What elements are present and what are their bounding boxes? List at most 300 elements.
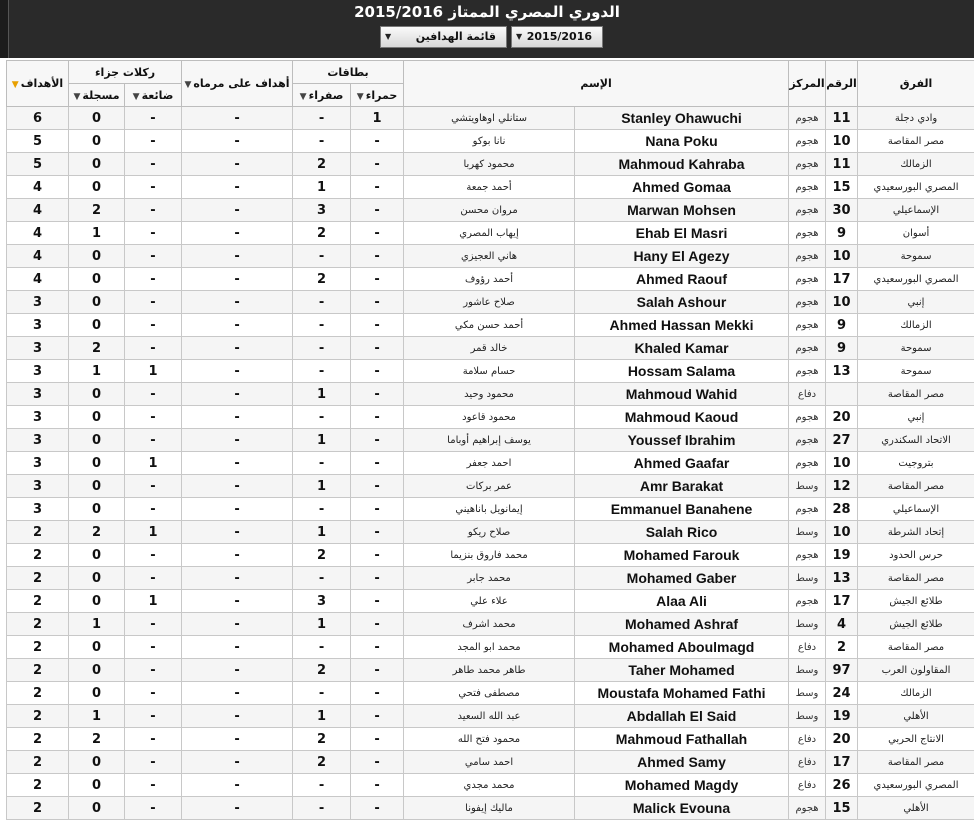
- red-cards-cell: -: [351, 222, 404, 245]
- pen-scored-cell: 0: [69, 774, 125, 797]
- player-name-en: Ahmed Gomaa: [575, 176, 789, 199]
- goals-cell: 3: [7, 291, 69, 314]
- goals-cell: 6: [7, 107, 69, 130]
- goals-cell: 2: [7, 774, 69, 797]
- player-name-en: Mahmoud Fathallah: [575, 728, 789, 751]
- goals-cell: 3: [7, 498, 69, 521]
- goals-cell: 2: [7, 797, 69, 820]
- table-row[interactable]: [7, 544, 974, 567]
- yellow-cards-cell: -: [293, 107, 351, 130]
- position-cell: دفاع: [789, 383, 826, 406]
- player-name-ar: عبد الله السعيد: [404, 705, 575, 728]
- own-goals-cell: -: [182, 153, 293, 176]
- red-cards-cell: -: [351, 360, 404, 383]
- position-cell: هجوم: [789, 107, 826, 130]
- player-name-ar: حسام سلامة: [404, 360, 575, 383]
- yellow-cards-cell: -: [293, 245, 351, 268]
- own-goals-cell: -: [182, 107, 293, 130]
- own-goals-cell: -: [182, 567, 293, 590]
- pen-missed-cell: -: [125, 383, 182, 406]
- player-name-en: Stanley Ohawuchi: [575, 107, 789, 130]
- shirt-number-cell: 15: [826, 797, 858, 820]
- player-name-ar: عمر بركات: [404, 475, 575, 498]
- red-cards-cell: -: [351, 337, 404, 360]
- player-name-en: Youssef Ibrahim: [575, 429, 789, 452]
- own-goals-cell: -: [182, 222, 293, 245]
- own-goals-cell: -: [182, 682, 293, 705]
- player-name-en: Mohamed Gaber: [575, 567, 789, 590]
- pen-missed-cell: -: [125, 774, 182, 797]
- pen-scored-cell: 2: [69, 521, 125, 544]
- column-header-pen-missed[interactable]: ▼ ضائعة: [125, 84, 182, 107]
- player-name-en: Mohamed Magdy: [575, 774, 789, 797]
- pen-missed-cell: -: [125, 291, 182, 314]
- position-cell: وسط: [789, 682, 826, 705]
- list-type-select-label: قائمة الهدافين: [415, 30, 496, 43]
- table-row[interactable]: [7, 498, 974, 521]
- position-cell: وسط: [789, 659, 826, 682]
- team-cell: الأهلي: [858, 705, 974, 728]
- sort-icon: ▼: [299, 91, 307, 102]
- pen-missed-cell: -: [125, 406, 182, 429]
- goals-cell: 2: [7, 521, 69, 544]
- team-cell: مصر المقاصة: [858, 567, 974, 590]
- shirt-number-cell: 11: [826, 153, 858, 176]
- table-row[interactable]: [7, 268, 974, 291]
- scorers-table: [6, 60, 974, 820]
- sort-icon: ▼: [132, 91, 140, 102]
- team-cell: الإسماعيلي: [858, 498, 974, 521]
- yellow-cards-cell: 3: [293, 590, 351, 613]
- team-cell: المصري البورسعيدي: [858, 268, 974, 291]
- shirt-number-cell: 4: [826, 613, 858, 636]
- pen-scored-cell: 2: [69, 728, 125, 751]
- yellow-cards-cell: -: [293, 314, 351, 337]
- shirt-number-cell: 10: [826, 521, 858, 544]
- team-cell: مصر المقاصة: [858, 383, 974, 406]
- player-name-en: Ahmed Hassan Mekki: [575, 314, 789, 337]
- yellow-cards-cell: 2: [293, 222, 351, 245]
- red-cards-cell: -: [351, 567, 404, 590]
- shirt-number-cell: 10: [826, 291, 858, 314]
- player-name-ar: أحمد جمعة: [404, 176, 575, 199]
- table-row[interactable]: [7, 475, 974, 498]
- position-cell: دفاع: [789, 636, 826, 659]
- player-name-en: Ahmed Gaafar: [575, 452, 789, 475]
- position-cell: هجوم: [789, 452, 826, 475]
- pen-missed-cell: -: [125, 130, 182, 153]
- team-cell: سموحة: [858, 245, 974, 268]
- table-row[interactable]: [7, 774, 974, 797]
- pen-scored-cell: 0: [69, 383, 125, 406]
- player-name-ar: يوسف إبراهيم أوباما: [404, 429, 575, 452]
- table-row[interactable]: [7, 429, 974, 452]
- goals-cell: 3: [7, 337, 69, 360]
- yellow-cards-cell: -: [293, 682, 351, 705]
- own-goals-cell: -: [182, 636, 293, 659]
- player-name-ar: علاء علي: [404, 590, 575, 613]
- red-cards-cell: -: [351, 728, 404, 751]
- pen-missed-cell: -: [125, 613, 182, 636]
- table-row[interactable]: [7, 705, 974, 728]
- pen-scored-cell: 0: [69, 429, 125, 452]
- position-cell: هجوم: [789, 797, 826, 820]
- player-name-ar: محمد ابو المجد: [404, 636, 575, 659]
- red-cards-cell: -: [351, 199, 404, 222]
- pen-scored-cell: 0: [69, 130, 125, 153]
- pen-missed-cell: -: [125, 268, 182, 291]
- pen-scored-cell: 0: [69, 567, 125, 590]
- goals-cell: 3: [7, 406, 69, 429]
- position-cell: وسط: [789, 705, 826, 728]
- position-cell: هجوم: [789, 268, 826, 291]
- red-cards-cell: -: [351, 682, 404, 705]
- column-header-goals[interactable]: ▼ الأهداف: [7, 61, 69, 107]
- shirt-number-cell: 13: [826, 360, 858, 383]
- column-header-position[interactable]: المركز: [789, 61, 826, 107]
- yellow-cards-cell: -: [293, 498, 351, 521]
- position-cell: هجوم: [789, 245, 826, 268]
- shirt-number-cell: 15: [826, 176, 858, 199]
- pen-scored-cell: 1: [69, 613, 125, 636]
- pen-scored-cell: 0: [69, 452, 125, 475]
- player-name-en: Ehab El Masri: [575, 222, 789, 245]
- player-name-ar: إيمانويل باناهيني: [404, 498, 575, 521]
- position-cell: هجوم: [789, 222, 826, 245]
- goals-cell: 5: [7, 153, 69, 176]
- column-group-penalties: ركلات جزاء: [69, 61, 182, 84]
- pen-scored-cell: 0: [69, 406, 125, 429]
- pen-missed-cell: -: [125, 222, 182, 245]
- red-cards-cell: -: [351, 774, 404, 797]
- team-cell: إنبي: [858, 291, 974, 314]
- own-goals-cell: -: [182, 728, 293, 751]
- shirt-number-cell: 28: [826, 498, 858, 521]
- shirt-number-cell: 11: [826, 107, 858, 130]
- pen-missed-cell: -: [125, 337, 182, 360]
- yellow-cards-cell: -: [293, 337, 351, 360]
- player-name-en: Khaled Kamar: [575, 337, 789, 360]
- player-name-en: Moustafa Mohamed Fathi: [575, 682, 789, 705]
- red-cards-cell: -: [351, 636, 404, 659]
- season-select-label: 2015/2016: [526, 30, 592, 43]
- own-goals-cell: -: [182, 245, 293, 268]
- goals-cell: 2: [7, 567, 69, 590]
- player-name-en: Mahmoud Wahid: [575, 383, 789, 406]
- yellow-cards-cell: -: [293, 636, 351, 659]
- team-cell: بتروجيت: [858, 452, 974, 475]
- red-cards-cell: -: [351, 659, 404, 682]
- table-row[interactable]: [7, 751, 974, 774]
- red-cards-cell: -: [351, 705, 404, 728]
- goals-cell: 2: [7, 682, 69, 705]
- player-name-en: Ahmed Samy: [575, 751, 789, 774]
- position-cell: وسط: [789, 521, 826, 544]
- shirt-number-cell: 26: [826, 774, 858, 797]
- list-type-select[interactable]: [380, 26, 507, 48]
- red-cards-cell: -: [351, 751, 404, 774]
- pen-scored-cell: 0: [69, 107, 125, 130]
- goals-cell: 3: [7, 383, 69, 406]
- player-name-en: Alaa Ali: [575, 590, 789, 613]
- pen-missed-cell: 1: [125, 360, 182, 383]
- red-cards-cell: -: [351, 268, 404, 291]
- table-row[interactable]: [7, 797, 974, 820]
- shirt-number-cell: 27: [826, 429, 858, 452]
- position-cell: دفاع: [789, 751, 826, 774]
- player-name-ar: إيهاب المصري: [404, 222, 575, 245]
- red-cards-cell: -: [351, 613, 404, 636]
- shirt-number-cell: 9: [826, 314, 858, 337]
- table-row[interactable]: [7, 521, 974, 544]
- player-name-ar: أحمد حسن مكي: [404, 314, 575, 337]
- column-header-name[interactable]: الإسم: [404, 61, 789, 107]
- shirt-number-cell: 97: [826, 659, 858, 682]
- column-group-cards: بطاقات: [293, 61, 404, 84]
- pen-missed-cell: -: [125, 567, 182, 590]
- pen-scored-cell: 0: [69, 291, 125, 314]
- yellow-cards-cell: 1: [293, 475, 351, 498]
- pen-scored-cell: 0: [69, 590, 125, 613]
- player-name-en: Amr Barakat: [575, 475, 789, 498]
- team-cell: إنبي: [858, 406, 974, 429]
- position-cell: هجوم: [789, 544, 826, 567]
- table-row[interactable]: [7, 291, 974, 314]
- player-name-en: Emmanuel Banahene: [575, 498, 789, 521]
- own-goals-cell: -: [182, 337, 293, 360]
- shirt-number-cell: 12: [826, 475, 858, 498]
- position-cell: وسط: [789, 613, 826, 636]
- pen-missed-cell: -: [125, 659, 182, 682]
- own-goals-cell: -: [182, 544, 293, 567]
- position-cell: هجوم: [789, 429, 826, 452]
- table-row[interactable]: [7, 383, 974, 406]
- table-row[interactable]: [7, 728, 974, 751]
- goals-cell: 2: [7, 751, 69, 774]
- pen-missed-cell: -: [125, 797, 182, 820]
- goals-cell: 2: [7, 659, 69, 682]
- player-name-ar: احمد سامي: [404, 751, 575, 774]
- team-cell: سموحة: [858, 360, 974, 383]
- team-cell: حرس الحدود: [858, 544, 974, 567]
- sort-icon: ▼: [73, 91, 81, 102]
- table-row[interactable]: [7, 130, 974, 153]
- shirt-number-cell: 10: [826, 452, 858, 475]
- team-cell: المقاولون العرب: [858, 659, 974, 682]
- table-row[interactable]: [7, 613, 974, 636]
- position-cell: هجوم: [789, 360, 826, 383]
- player-name-ar: محمد مجدي: [404, 774, 575, 797]
- yellow-cards-cell: 1: [293, 176, 351, 199]
- yellow-cards-cell: 2: [293, 544, 351, 567]
- position-cell: هجوم: [789, 590, 826, 613]
- player-name-en: Mohamed Aboulmagd: [575, 636, 789, 659]
- pen-missed-cell: -: [125, 498, 182, 521]
- pen-scored-cell: 0: [69, 268, 125, 291]
- own-goals-cell: -: [182, 797, 293, 820]
- table-row[interactable]: [7, 452, 974, 475]
- own-goals-cell: -: [182, 176, 293, 199]
- yellow-cards-cell: 1: [293, 429, 351, 452]
- yellow-cards-cell: 1: [293, 613, 351, 636]
- table-row[interactable]: [7, 406, 974, 429]
- pen-missed-cell: -: [125, 705, 182, 728]
- yellow-cards-cell: 1: [293, 705, 351, 728]
- team-cell: سموحة: [858, 337, 974, 360]
- own-goals-cell: -: [182, 521, 293, 544]
- position-cell: وسط: [789, 567, 826, 590]
- column-header-yellow[interactable]: ▼ صفراء: [293, 84, 351, 107]
- pen-missed-cell: 1: [125, 452, 182, 475]
- red-cards-cell: -: [351, 245, 404, 268]
- table-row[interactable]: [7, 360, 974, 383]
- pen-scored-cell: 0: [69, 797, 125, 820]
- pen-missed-cell: -: [125, 245, 182, 268]
- pen-scored-cell: 0: [69, 314, 125, 337]
- pen-scored-cell: 0: [69, 498, 125, 521]
- yellow-cards-cell: -: [293, 360, 351, 383]
- column-header-own-goals[interactable]: ▼ أهداف على مرماه: [182, 61, 293, 107]
- goals-cell: 4: [7, 245, 69, 268]
- own-goals-cell: -: [182, 268, 293, 291]
- player-name-ar: أحمد رؤوف: [404, 268, 575, 291]
- team-cell: الانتاج الحربي: [858, 728, 974, 751]
- table-row[interactable]: [7, 659, 974, 682]
- player-name-en: Hossam Salama: [575, 360, 789, 383]
- own-goals-cell: -: [182, 475, 293, 498]
- own-goals-cell: -: [182, 613, 293, 636]
- team-cell: مصر المقاصة: [858, 636, 974, 659]
- team-cell: طلائع الجيش: [858, 590, 974, 613]
- yellow-cards-cell: 3: [293, 199, 351, 222]
- pen-scored-cell: 1: [69, 222, 125, 245]
- red-cards-cell: -: [351, 498, 404, 521]
- position-cell: دفاع: [789, 774, 826, 797]
- position-cell: هجوم: [789, 406, 826, 429]
- table-row[interactable]: [7, 199, 974, 222]
- chevron-down-icon: ▼: [385, 32, 392, 41]
- pen-missed-cell: -: [125, 153, 182, 176]
- team-cell: إتحاد الشرطة: [858, 521, 974, 544]
- column-header-pen-scored[interactable]: ▼ مسجلة: [69, 84, 125, 107]
- sort-desc-icon: ▼: [11, 80, 19, 90]
- pen-missed-cell: -: [125, 728, 182, 751]
- player-name-ar: محمود قاعود: [404, 406, 575, 429]
- pen-scored-cell: 0: [69, 245, 125, 268]
- goals-cell: 2: [7, 636, 69, 659]
- pen-scored-cell: 1: [69, 360, 125, 383]
- yellow-cards-cell: 2: [293, 153, 351, 176]
- own-goals-cell: -: [182, 659, 293, 682]
- shirt-number-cell: 19: [826, 544, 858, 567]
- table-row[interactable]: [7, 107, 974, 130]
- column-header-red[interactable]: ▼ حمراء: [351, 84, 404, 107]
- team-cell: طلائع الجيش: [858, 613, 974, 636]
- page-header: [0, 0, 974, 58]
- season-select[interactable]: [511, 26, 603, 48]
- table-row[interactable]: [7, 222, 974, 245]
- column-header-team[interactable]: الفرق: [858, 61, 974, 107]
- yellow-cards-cell: 2: [293, 751, 351, 774]
- pen-scored-cell: 0: [69, 682, 125, 705]
- goals-cell: 2: [7, 544, 69, 567]
- own-goals-cell: -: [182, 705, 293, 728]
- player-name-en: Malick Evouna: [575, 797, 789, 820]
- pen-missed-cell: -: [125, 176, 182, 199]
- player-name-en: Mohamed Ashraf: [575, 613, 789, 636]
- table-row[interactable]: [7, 245, 974, 268]
- red-cards-cell: -: [351, 521, 404, 544]
- player-name-ar: محمود فتح الله: [404, 728, 575, 751]
- red-cards-cell: -: [351, 452, 404, 475]
- goals-cell: 4: [7, 199, 69, 222]
- player-name-ar: ستانلي اوهاويتشي: [404, 107, 575, 130]
- player-name-en: Taher Mohamed: [575, 659, 789, 682]
- player-name-ar: طاهر محمد طاهر: [404, 659, 575, 682]
- pen-scored-cell: 0: [69, 153, 125, 176]
- table-row[interactable]: [7, 176, 974, 199]
- yellow-cards-cell: -: [293, 291, 351, 314]
- position-cell: دفاع: [789, 728, 826, 751]
- table-row[interactable]: [7, 590, 974, 613]
- goals-cell: 4: [7, 176, 69, 199]
- player-name-en: Mohamed Farouk: [575, 544, 789, 567]
- table-row[interactable]: [7, 567, 974, 590]
- shirt-number-cell: 30: [826, 199, 858, 222]
- team-cell: المصري البورسعيدي: [858, 176, 974, 199]
- table-row[interactable]: [7, 314, 974, 337]
- pen-missed-cell: -: [125, 314, 182, 337]
- own-goals-cell: -: [182, 360, 293, 383]
- pen-missed-cell: -: [125, 636, 182, 659]
- pen-missed-cell: -: [125, 199, 182, 222]
- chevron-down-icon: ▼: [516, 32, 523, 41]
- own-goals-cell: -: [182, 429, 293, 452]
- pen-missed-cell: -: [125, 475, 182, 498]
- yellow-cards-cell: -: [293, 567, 351, 590]
- goals-cell: 4: [7, 222, 69, 245]
- goals-cell: 2: [7, 590, 69, 613]
- column-header-number[interactable]: الرقم: [826, 61, 858, 107]
- own-goals-cell: -: [182, 314, 293, 337]
- shirt-number-cell: 17: [826, 268, 858, 291]
- red-cards-cell: -: [351, 475, 404, 498]
- team-cell: الزمالك: [858, 682, 974, 705]
- table-row[interactable]: [7, 153, 974, 176]
- red-cards-cell: -: [351, 406, 404, 429]
- sort-icon: ▼: [356, 91, 364, 102]
- position-cell: هجوم: [789, 130, 826, 153]
- player-name-ar: مصطفى فتحي: [404, 682, 575, 705]
- table-row[interactable]: [7, 682, 974, 705]
- yellow-cards-cell: -: [293, 406, 351, 429]
- player-name-ar: هاني العجيزي: [404, 245, 575, 268]
- red-cards-cell: -: [351, 429, 404, 452]
- shirt-number-cell: [826, 383, 858, 406]
- shirt-number-cell: 17: [826, 590, 858, 613]
- goals-cell: 3: [7, 429, 69, 452]
- pen-scored-cell: 1: [69, 705, 125, 728]
- goals-cell: 2: [7, 613, 69, 636]
- player-name-ar: نانا بوكو: [404, 130, 575, 153]
- pen-scored-cell: 0: [69, 475, 125, 498]
- player-name-en: Abdallah El Said: [575, 705, 789, 728]
- page-title: الدوري المصري الممتاز 2015/2016: [354, 3, 620, 21]
- table-row[interactable]: [7, 636, 974, 659]
- shirt-number-cell: 19: [826, 705, 858, 728]
- table-row[interactable]: [7, 337, 974, 360]
- yellow-cards-cell: 1: [293, 521, 351, 544]
